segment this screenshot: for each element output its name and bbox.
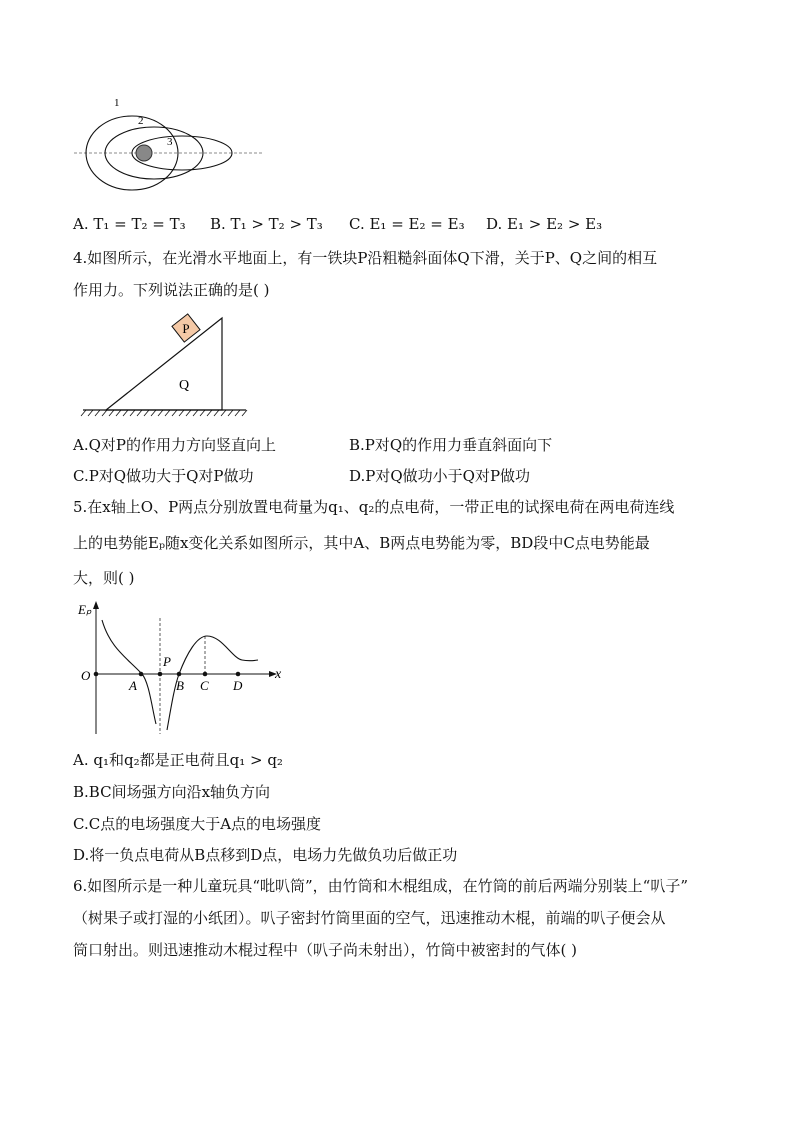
y-axis-label: Eₚ	[78, 602, 92, 617]
potential-energy-graph	[72, 598, 292, 738]
q3-option-b: B. T₁ > T₂ > T₃	[210, 215, 323, 233]
q3-option-a: A. T₁ = T₂ = T₃	[73, 215, 186, 233]
q4-option-c: C.P对Q做功大于Q对P做功	[73, 467, 254, 485]
point-o-label: O	[81, 668, 91, 683]
q6-stem-line-3: 筒口射出。则迅速推动木棍过程中（叭子尚未射出），竹筒中被密封的气体( )	[73, 941, 577, 959]
q3-option-c: C. E₁ = E₂ = E₃	[349, 215, 465, 233]
q4-stem-line-2: 作用力。下列说法正确的是( )	[73, 281, 270, 299]
x-axis-label: x	[275, 667, 282, 682]
q5-option-a: A. q₁和q₂都是正电荷且q₁ > q₂	[73, 751, 283, 769]
q3-option-d: D. E₁ > E₂ > E₃	[486, 215, 603, 233]
q5-option-b: B.BC间场强方向沿x轴负方向	[73, 783, 271, 801]
incline-figure	[78, 312, 250, 424]
q5-stem-line-2: 上的电势能Eₚ随x变化关系如图所示，其中A、B两点电势能为零，BD段中C点电势能最	[73, 534, 650, 552]
point-a-label: A	[129, 678, 137, 693]
q4-option-a: A.Q对P的作用力方向竖直向上	[73, 436, 276, 454]
orbit-label-2: 2	[138, 115, 144, 127]
q4-stem-line-1: 4.如图所示，在光滑水平地面上，有一铁块P沿粗糙斜面体Q下滑，关于P、Q之间的相互	[73, 249, 658, 267]
q4-option-b: B.P对Q的作用力垂直斜面向下	[349, 436, 553, 454]
orbit-label-3: 3	[167, 136, 173, 148]
orbit-figure	[72, 92, 267, 192]
q5-option-d: D.将一负点电荷从B点移到D点，电场力先做负功后做正功	[73, 846, 458, 864]
q4-option-d: D.P对Q做功小于Q对P做功	[349, 467, 531, 485]
wedge-q-label: Q	[178, 378, 190, 393]
orbit-label-1: 1	[114, 97, 120, 109]
q6-stem-line-1: 6.如图所示是一种儿童玩具“吡叭筒”，由竹筒和木棍组成，在竹筒的前后两端分别装上“叭子”	[73, 877, 688, 895]
q5-option-c: C.C点的电场强度大于A点的电场强度	[73, 815, 322, 833]
q6-stem-line-2: （树果子或打湿的小纸团）。叭子密封竹筒里面的空气，迅速推动木棍，前端的叭子便会从	[73, 909, 666, 927]
point-b-label: B	[176, 678, 184, 693]
point-c-label: C	[200, 678, 209, 693]
point-d-label: D	[233, 678, 243, 693]
q5-stem-line-1: 5.在x轴上O、P两点分别放置电荷量为q₁、q₂的点电荷，一带正电的试探电荷在两电荷连线	[73, 498, 675, 516]
point-p-label: P	[163, 654, 171, 669]
q5-stem-line-3: 大，则( )	[73, 569, 135, 587]
block-p-label: P	[182, 321, 190, 336]
